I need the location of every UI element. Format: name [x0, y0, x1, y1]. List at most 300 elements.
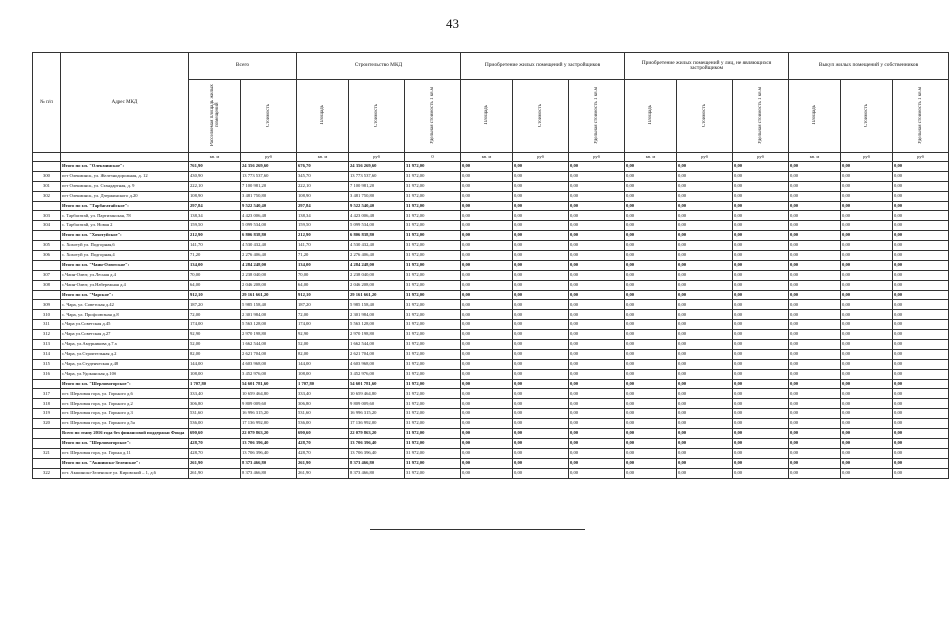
value-cell: 0,00	[625, 389, 677, 399]
value-cell: 2 046 208,00	[241, 280, 297, 290]
row-address: Итого по г.п. "Хохотуйское":	[61, 231, 189, 241]
table-row	[33, 359, 949, 369]
value-cell: 0,00	[733, 290, 789, 300]
unit-cell: руб	[241, 153, 297, 162]
value-cell: 0,00	[893, 379, 949, 389]
value-cell: 22 079 863,20	[241, 429, 297, 439]
value-cell: 0,00	[569, 330, 625, 340]
value-cell: 0,00	[893, 468, 949, 478]
value-cell: 4 530 432,40	[349, 241, 405, 251]
row-address: с.Чара, ул.Строительная д.2	[61, 349, 189, 359]
value-cell: 0,00	[733, 181, 789, 191]
value-cell: 0,00	[677, 280, 733, 290]
value-cell: 0,00	[625, 369, 677, 379]
value-cell: 0,00	[893, 290, 949, 300]
value-cell: 0,00	[677, 369, 733, 379]
value-cell: 0,00	[569, 409, 625, 419]
page-number: 43	[446, 16, 459, 31]
value-cell: 0,00	[789, 181, 841, 191]
value-cell: 0,00	[461, 201, 513, 211]
value-cell: 0,00	[789, 389, 841, 399]
row-address: с.Чара, ул.Удоканская д.10б	[61, 369, 189, 379]
value-cell: 7 100 981,20	[241, 181, 297, 191]
subheader-cell	[241, 80, 297, 153]
value-cell: 9 522 540,40	[349, 201, 405, 211]
row-index: 320	[33, 419, 61, 429]
value-cell: 0,00	[677, 389, 733, 399]
value-cell: 297,84	[297, 201, 349, 211]
value-cell: 0,00	[733, 310, 789, 320]
value-cell: 54 601 781,60	[349, 379, 405, 389]
value-cell: 0,00	[733, 162, 789, 172]
value-cell: 0,00	[625, 359, 677, 369]
row-index: 314	[33, 349, 61, 359]
value-cell: 0,00	[789, 300, 841, 310]
row-index: 315	[33, 359, 61, 369]
header-index: № п/п	[33, 53, 61, 153]
value-cell: 0,00	[461, 191, 513, 201]
value-cell: 31 972,00	[405, 310, 461, 320]
value-cell: 31 972,00	[405, 429, 461, 439]
value-cell: 0,00	[677, 419, 733, 429]
value-cell: 8 373 466,80	[241, 458, 297, 468]
value-cell: 0,00	[513, 191, 569, 201]
value-cell: 428,70	[189, 438, 241, 448]
value-cell: 0,00	[569, 448, 625, 458]
value-cell: 0,00	[841, 211, 893, 221]
row-index	[33, 458, 61, 468]
value-cell: 0,00	[513, 290, 569, 300]
subheader-cell	[677, 80, 733, 153]
value-cell: 31 972,00	[405, 349, 461, 359]
value-cell: 1 707,80	[297, 379, 349, 389]
value-cell: 0,00	[841, 320, 893, 330]
value-cell: 0,00	[461, 270, 513, 280]
value-cell: 0,00	[733, 399, 789, 409]
table-row	[33, 270, 949, 280]
value-cell: 333,40	[189, 389, 241, 399]
value-cell: 0,00	[733, 241, 789, 251]
value-cell: 0,00	[789, 468, 841, 478]
value-cell: 31 972,00	[405, 389, 461, 399]
row-address: с. Тарбагатай, ул. Партизанская, 78	[61, 211, 189, 221]
value-cell: 0,00	[461, 221, 513, 231]
row-address: Итого по г.п. "Акшинско-Зеленское":	[61, 458, 189, 468]
row-address: пгт. Шерловая гора, ул. Горька д.11	[61, 448, 189, 458]
row-index: 310	[33, 310, 61, 320]
table-row	[33, 211, 949, 221]
unit-cell: руб	[733, 153, 789, 162]
value-cell: 0,00	[893, 221, 949, 231]
value-cell: 0,00	[677, 468, 733, 478]
subtotal-row	[33, 260, 949, 270]
value-cell: 0,00	[841, 221, 893, 231]
value-cell: 761,90	[189, 162, 241, 172]
value-cell: 174,00	[189, 320, 241, 330]
value-cell: 0,00	[733, 251, 789, 261]
value-cell: 31 972,00	[405, 280, 461, 290]
value-cell: 261,90	[297, 468, 349, 478]
value-cell: 0,00	[677, 349, 733, 359]
value-cell: 4 603 968,00	[349, 359, 405, 369]
value-cell: 2 970 198,80	[241, 330, 297, 340]
value-cell: 0,00	[569, 290, 625, 300]
value-cell: 0,00	[513, 260, 569, 270]
unit-cell: кв. м	[297, 153, 349, 162]
subheader-label: Удельная стоимость 1 кв.м	[918, 86, 924, 144]
value-cell: 72,00	[297, 310, 349, 320]
value-cell: 13 706 396,40	[349, 448, 405, 458]
value-cell: 31 972,00	[405, 369, 461, 379]
value-cell: 0,00	[733, 448, 789, 458]
value-cell: 108,90	[189, 191, 241, 201]
value-cell: 0,00	[461, 310, 513, 320]
value-cell: 0,00	[513, 231, 569, 241]
row-index: 300	[33, 171, 61, 181]
header-group-non-developers: Приобретение жилых помещений у лиц, не являющихся застройщиком	[625, 53, 789, 80]
value-cell: 0,00	[461, 211, 513, 221]
row-address: с. Хохотуй ул. Подгорная,4	[61, 251, 189, 261]
value-cell: 0,00	[461, 458, 513, 468]
value-cell: 0,00	[569, 320, 625, 330]
table-row	[33, 448, 949, 458]
value-cell: 0,00	[733, 340, 789, 350]
value-cell: 0,00	[841, 458, 893, 468]
row-index: 301	[33, 181, 61, 191]
value-cell: 212,90	[189, 231, 241, 241]
value-cell: 0,00	[733, 191, 789, 201]
value-cell: 31 972,00	[405, 191, 461, 201]
row-index: 316	[33, 369, 61, 379]
row-index	[33, 438, 61, 448]
value-cell: 0,00	[625, 251, 677, 261]
value-cell: 0,00	[841, 280, 893, 290]
value-cell: 333,40	[297, 389, 349, 399]
value-cell: 0,00	[513, 251, 569, 261]
unit-cell: кв. м	[461, 153, 513, 162]
value-cell: 0,00	[789, 419, 841, 429]
table-row	[33, 191, 949, 201]
value-cell: 3 452 976,00	[241, 369, 297, 379]
row-address: с.Чара ул.Советская д.45	[61, 320, 189, 330]
value-cell: 0,00	[461, 429, 513, 439]
value-cell: 0,00	[841, 270, 893, 280]
value-cell: 0,00	[677, 241, 733, 251]
row-address: пгт Олекминск, ул. Стандартная, д. 9	[61, 181, 189, 191]
row-index	[33, 429, 61, 439]
value-cell: 2 238 040,00	[349, 270, 405, 280]
value-cell: 4 603 968,00	[241, 359, 297, 369]
value-cell: 261,90	[297, 458, 349, 468]
resettlement-table	[32, 52, 949, 479]
value-cell: 531,60	[189, 409, 241, 419]
value-cell: 31 972,00	[405, 419, 461, 429]
value-cell: 0,00	[677, 171, 733, 181]
value-cell: 31 972,00	[405, 320, 461, 330]
value-cell: 0,00	[733, 260, 789, 270]
value-cell: 0,00	[841, 300, 893, 310]
value-cell: 144,00	[297, 359, 349, 369]
value-cell: 0,00	[625, 290, 677, 300]
row-index	[33, 162, 61, 172]
row-address: пгт. Акшинско-Зеленское ул. Кировский – 1, д.6	[61, 468, 189, 478]
value-cell: 0,00	[789, 448, 841, 458]
value-cell: 0,00	[569, 201, 625, 211]
subheader-label: Площадь	[484, 105, 489, 125]
value-cell: 4 530 432,40	[241, 241, 297, 251]
subheader-cell	[189, 80, 241, 153]
row-index: 319	[33, 409, 61, 419]
value-cell: 0,00	[569, 300, 625, 310]
value-cell: 0,00	[461, 369, 513, 379]
table-row	[33, 468, 949, 478]
value-cell: 0,00	[677, 260, 733, 270]
value-cell: 0,00	[677, 320, 733, 330]
row-address: Итого по г.п. "Олекминское":	[61, 162, 189, 172]
value-cell: 9 522 540,40	[241, 201, 297, 211]
value-cell: 0,00	[569, 280, 625, 290]
row-index: 306	[33, 251, 61, 261]
value-cell: 0,00	[789, 320, 841, 330]
value-cell: 0,00	[893, 330, 949, 340]
subtotal-row	[33, 290, 949, 300]
value-cell: 0,00	[733, 231, 789, 241]
row-index: 307	[33, 270, 61, 280]
value-cell: 0,00	[789, 409, 841, 419]
value-cell: 0,00	[841, 260, 893, 270]
value-cell: 0,00	[733, 409, 789, 419]
value-cell: 676,70	[297, 162, 349, 172]
table-row	[33, 399, 949, 409]
value-cell: 71,20	[189, 251, 241, 261]
value-cell: 0,00	[461, 438, 513, 448]
row-address: с. Чара, ул. Советская д.42	[61, 300, 189, 310]
value-cell: 0,00	[893, 320, 949, 330]
value-cell: 428,70	[297, 448, 349, 458]
row-index: 311	[33, 320, 61, 330]
header-group-total: Всего	[189, 53, 297, 80]
value-cell: 0,00	[569, 379, 625, 389]
value-cell: 0,00	[893, 300, 949, 310]
table-row	[33, 310, 949, 320]
value-cell: 52,00	[189, 340, 241, 350]
value-cell: 531,60	[297, 409, 349, 419]
value-cell: 0,00	[841, 369, 893, 379]
value-cell: 0,00	[789, 260, 841, 270]
value-cell: 31 972,00	[405, 221, 461, 231]
value-cell: 3 452 976,00	[349, 369, 405, 379]
value-cell: 2 238 040,00	[241, 270, 297, 280]
value-cell: 0,00	[569, 191, 625, 201]
row-index: 309	[33, 300, 61, 310]
value-cell: 159,50	[297, 221, 349, 231]
value-cell: 0,00	[513, 330, 569, 340]
value-cell: 13 706 396,40	[241, 448, 297, 458]
value-cell: 0,00	[513, 468, 569, 478]
value-cell: 31 972,00	[405, 260, 461, 270]
row-index: 303	[33, 211, 61, 221]
value-cell: 0,00	[789, 280, 841, 290]
subheader-cell	[405, 80, 461, 153]
unit-cell: руб	[569, 153, 625, 162]
value-cell: 0,00	[513, 221, 569, 231]
value-cell: 0,00	[625, 458, 677, 468]
value-cell: 31 972,00	[405, 270, 461, 280]
value-cell: 0,00	[625, 201, 677, 211]
value-cell: 3 481 750,80	[241, 191, 297, 201]
value-cell: 0,00	[461, 448, 513, 458]
row-index	[33, 379, 61, 389]
value-cell: 0,00	[841, 191, 893, 201]
value-cell: 31 972,00	[405, 340, 461, 350]
value-cell: 70,00	[297, 270, 349, 280]
value-cell: 4 423 006,48	[349, 211, 405, 221]
row-address: с. Чара, ул. Профсоюзная д.8	[61, 310, 189, 320]
value-cell: 2 301 984,00	[349, 310, 405, 320]
value-cell: 31 972,00	[405, 359, 461, 369]
value-cell: 0,00	[893, 340, 949, 350]
value-cell: 0,00	[789, 310, 841, 320]
row-address: Всего по этапу 2016 года без финансовой поддержки Фонда	[61, 429, 189, 439]
value-cell: 0,00	[677, 330, 733, 340]
value-cell: 6 806 838,80	[349, 231, 405, 241]
value-cell: 2 621 704,00	[241, 349, 297, 359]
value-cell: 3 481 750,80	[349, 191, 405, 201]
value-cell: 5 985 158,40	[241, 300, 297, 310]
value-cell: 0,00	[461, 181, 513, 191]
value-cell: 0,00	[677, 379, 733, 389]
value-cell: 0,00	[893, 349, 949, 359]
subheader-cell	[841, 80, 893, 153]
value-cell: 0,00	[841, 171, 893, 181]
value-cell: 0,00	[893, 231, 949, 241]
unit-cell: руб	[893, 153, 949, 162]
value-cell: 174,00	[297, 320, 349, 330]
value-cell: 0,00	[461, 171, 513, 181]
value-cell: 2 970 198,80	[349, 330, 405, 340]
value-cell: 6 806 838,80	[241, 231, 297, 241]
subheader-cell	[513, 80, 569, 153]
subheader-label: Стоимость	[266, 103, 271, 127]
value-cell: 0,00	[893, 389, 949, 399]
value-cell: 0,00	[841, 359, 893, 369]
value-cell: 17 136 992,00	[349, 419, 405, 429]
value-cell: 0,00	[893, 429, 949, 439]
row-address: пгт Олекминск, ул. Дзержинского д.20	[61, 191, 189, 201]
value-cell: 0,00	[733, 429, 789, 439]
value-cell: 0,00	[677, 409, 733, 419]
value-cell: 0,00	[569, 419, 625, 429]
row-index: 322	[33, 468, 61, 478]
value-cell: 0,00	[569, 171, 625, 181]
row-address: с.Чаин-Олют, ул.Лесная д.4	[61, 270, 189, 280]
value-cell: 54 601 781,60	[241, 379, 297, 389]
value-cell: 0,00	[569, 369, 625, 379]
value-cell: 912,10	[189, 290, 241, 300]
value-cell: 0,00	[569, 270, 625, 280]
value-cell: 0,00	[789, 429, 841, 439]
value-cell: 0,00	[625, 340, 677, 350]
value-cell: 0,00	[789, 171, 841, 181]
row-index: 317	[33, 389, 61, 399]
value-cell: 31 972,00	[405, 330, 461, 340]
value-cell: 0,00	[841, 231, 893, 241]
subheader-label: Стоимость	[374, 103, 379, 127]
value-cell: 0,00	[513, 419, 569, 429]
value-cell: 430,90	[189, 171, 241, 181]
value-cell: 0,00	[893, 399, 949, 409]
header-group-construction: Строительство МКД	[297, 53, 461, 80]
subtotal-row	[33, 429, 949, 439]
value-cell: 31 972,00	[405, 231, 461, 241]
value-cell: 144,00	[189, 359, 241, 369]
value-cell: 0,00	[841, 448, 893, 458]
value-cell: 31 972,00	[405, 458, 461, 468]
value-cell: 222,10	[189, 181, 241, 191]
table-row	[33, 251, 949, 261]
value-cell: 0,00	[789, 201, 841, 211]
value-cell: 0,00	[625, 162, 677, 172]
value-cell: 0,00	[733, 211, 789, 221]
row-index: 302	[33, 191, 61, 201]
value-cell: 0,00	[569, 340, 625, 350]
value-cell: 108,90	[297, 191, 349, 201]
value-cell: 212,90	[297, 231, 349, 241]
value-cell: 0,00	[893, 448, 949, 458]
value-cell: 428,70	[189, 448, 241, 458]
value-cell: 22 079 863,20	[349, 429, 405, 439]
value-cell: 9 809 009,60	[241, 399, 297, 409]
value-cell: 0,00	[841, 419, 893, 429]
value-cell: 0,00	[789, 458, 841, 468]
value-cell: 0,00	[789, 162, 841, 172]
row-address: с.Чара ул.Советская д.27	[61, 330, 189, 340]
value-cell: 0,00	[461, 399, 513, 409]
value-cell: 912,10	[297, 290, 349, 300]
row-address: с. Хохотуй ул. Подгорная,6	[61, 241, 189, 251]
value-cell: 0,00	[733, 270, 789, 280]
value-cell: 0,00	[789, 438, 841, 448]
row-index: 305	[33, 241, 61, 251]
unit-cell: руб	[677, 153, 733, 162]
value-cell: 0,00	[841, 201, 893, 211]
value-cell: 5 563 128,00	[349, 320, 405, 330]
value-cell: 0,00	[513, 359, 569, 369]
value-cell: 0,00	[569, 251, 625, 261]
header-group-buyout: Выкуп жилых помещений у собственников	[789, 53, 949, 80]
row-address: пгт. Шерловая гора, ул. Горького д.5а	[61, 419, 189, 429]
value-cell: 0,00	[625, 191, 677, 201]
value-cell: 29 161 661,20	[349, 290, 405, 300]
value-cell: 0,00	[569, 468, 625, 478]
value-cell: 0,00	[625, 330, 677, 340]
table-row	[33, 300, 949, 310]
value-cell: 16 996 315,20	[349, 409, 405, 419]
unit-cell: руб	[841, 153, 893, 162]
table-row	[33, 389, 949, 399]
value-cell: 31 972,00	[405, 201, 461, 211]
value-cell: 0,00	[841, 468, 893, 478]
value-cell: 222,10	[297, 181, 349, 191]
value-cell: 0,00	[625, 468, 677, 478]
value-cell: 0,00	[893, 270, 949, 280]
value-cell: 0,00	[733, 300, 789, 310]
value-cell: 8 373 466,80	[349, 468, 405, 478]
table-row	[33, 409, 949, 419]
value-cell: 0,00	[461, 359, 513, 369]
header-group-developers: Приобретение жилых помещений у застройщиков	[461, 53, 625, 80]
subheader-label: Удельная стоимость 1 кв.м	[758, 86, 764, 144]
